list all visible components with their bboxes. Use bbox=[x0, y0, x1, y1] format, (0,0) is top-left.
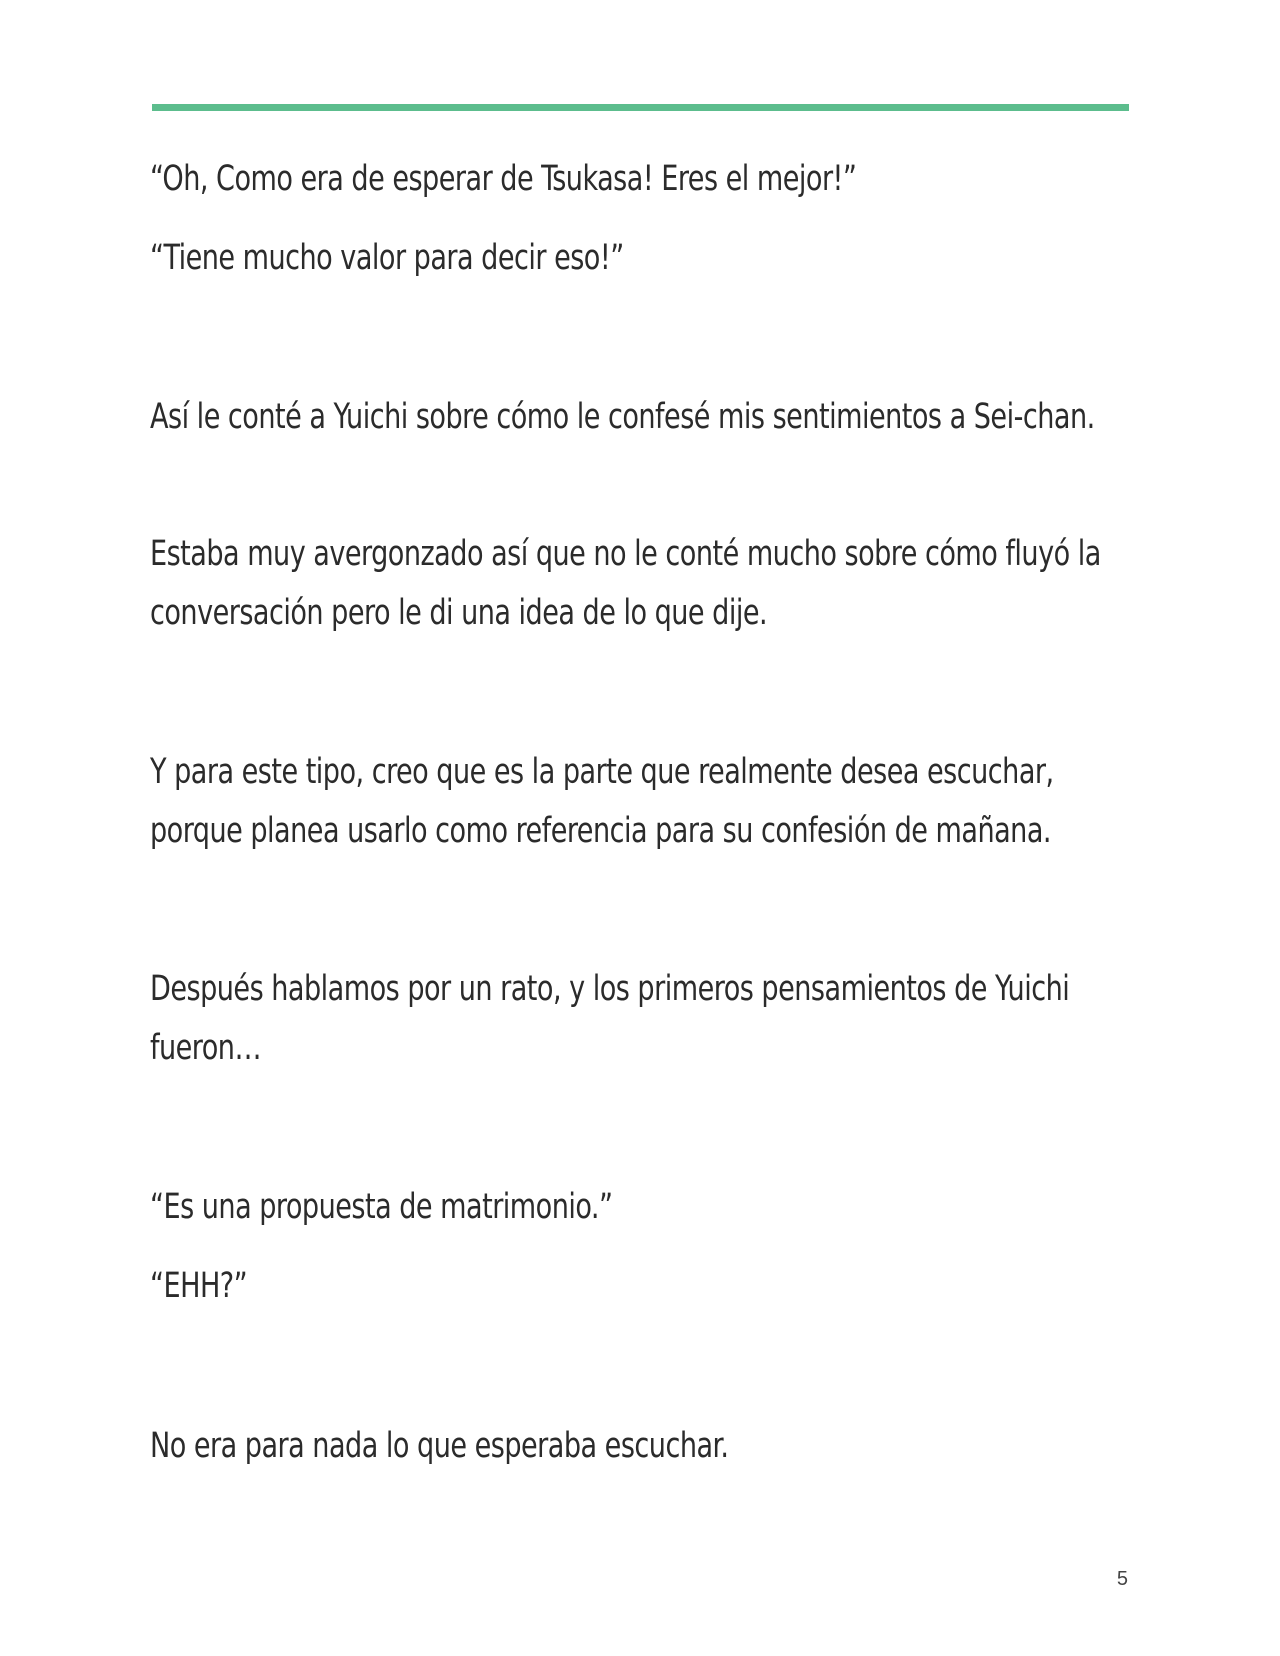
paragraph-8: “EHH?” bbox=[150, 1266, 248, 1306]
paragraph-5: Y para este tipo, creo que es la parte que realmente desea escuchar, porque planea usarlo como referencia para su confesión de mañana. bbox=[150, 752, 1054, 851]
header-accent-rule bbox=[152, 104, 1129, 111]
page-number: 5 bbox=[1116, 1568, 1128, 1590]
paragraph-1: “Oh, Como era de esperar de Tsukasa! Eres el mejor!” bbox=[150, 159, 857, 199]
paragraph-2: “Tiene mucho valor para decir eso!” bbox=[150, 238, 624, 278]
paragraph-3: Así le conté a Yuichi sobre cómo le confesé mis sentimientos a Sei-chan. bbox=[150, 397, 1095, 437]
paragraph-9: No era para nada lo que esperaba escuchar. bbox=[150, 1426, 729, 1466]
paragraph-6: Después hablamos por un rato, y los primeros pensamientos de Yuichi fueron… bbox=[150, 969, 1070, 1068]
paragraph-7: “Es una propuesta de matrimonio.” bbox=[150, 1187, 613, 1227]
paragraph-4: Estaba muy avergonzado así que no le conté mucho sobre cómo fluyó la conversación pero le di una idea de lo que dije. bbox=[150, 534, 1101, 633]
